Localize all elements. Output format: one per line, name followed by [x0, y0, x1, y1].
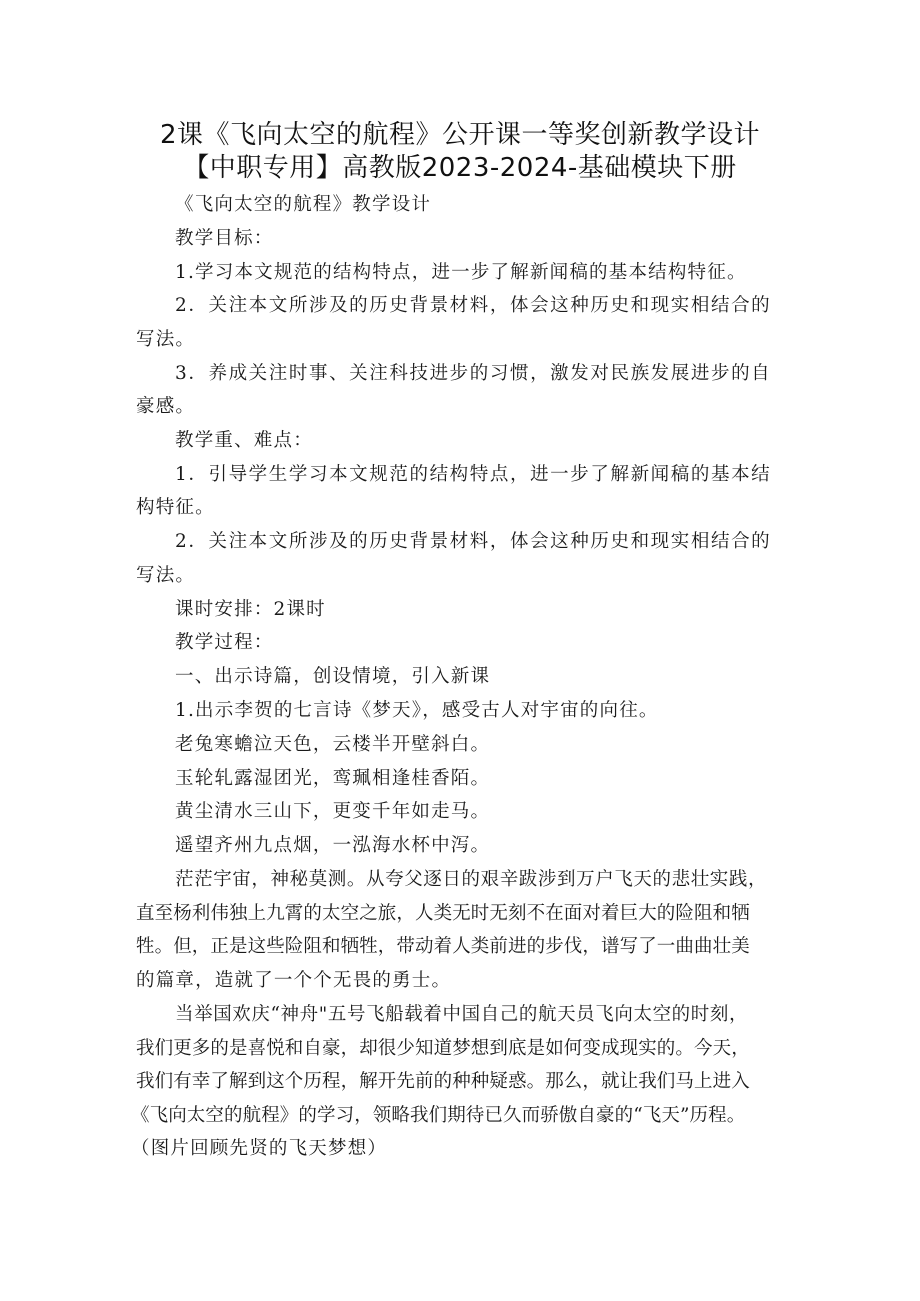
- paragraph-2-line: 《飞向太空的航程》的学习，领略我们期待已久而骄傲自豪的“飞天”历程。: [131, 1105, 746, 1126]
- process-heading: 教学过程：: [175, 632, 274, 653]
- schedule: 课时安排：2课时: [175, 599, 326, 620]
- step-1: 1.出示李贺的七言诗《梦天》，感受古人对宇宙的向往。: [175, 700, 659, 721]
- document-title-line-1: 2课《飞向太空的航程》公开课一等奖创新教学设计: [159, 120, 761, 150]
- poem-line: 玉轮轧露湿团光，鸾珮相逢桂香陌。: [175, 768, 491, 789]
- paragraph-1-line: 直至杨利伟独上九霄的太空之旅，人类无时无刻不在面对着巨大的险阻和牺: [136, 903, 750, 924]
- paragraph-1-line: 牲。但，正是这些险阻和牺牲，带动着人类前进的步伐，谱写了一曲曲壮美: [136, 936, 750, 957]
- key-2-line-2: 写法。: [136, 565, 196, 586]
- poem-line: 遥望齐州九点烟，一泓海水杯中泻。: [175, 835, 491, 856]
- paragraph-2-line: 当举国欢庆“神舟"五号飞船载着中国自己的航天员飞向太空的时刻，: [175, 1004, 749, 1025]
- section-1-heading: 一、出示诗篇，创设情境，引入新课: [175, 666, 491, 687]
- subtitle: 《飞向太空的航程》教学设计: [175, 194, 432, 215]
- document-title-line-2: 【中职专用】高教版2023-2024-基础模块下册: [183, 153, 737, 183]
- goal-2-line-2: 写法。: [136, 329, 196, 350]
- paragraph-1-line: 茫茫宇宙，神秘莫测。从夸父逐日的艰辛跋涉到万户飞天的悲壮实践，: [175, 869, 768, 890]
- paragraph-2-line: 我们更多的是喜悦和自豪，却很少知道梦想到底是如何变成现实的。今天，: [136, 1038, 750, 1059]
- poem-line: 老兔寒蟾泣天色，云楼半开壁斜白。: [175, 734, 491, 755]
- paragraph-2-line: （图片回顾先贤的飞天梦想）: [131, 1138, 388, 1159]
- key-1-line-1: 1．引导学生学习本文规范的结构特点，进一步了解新闻稿的基本结: [175, 464, 772, 485]
- key-points-heading: 教学重、难点：: [175, 430, 313, 451]
- paragraph-2-line: 我们有幸了解到这个历程，解开先前的种种疑惑。那么，就让我们马上进入: [136, 1071, 750, 1092]
- goal-2-line-1: 2．关注本文所涉及的历史背景材料，体会这种历史和现实相结合的: [175, 295, 772, 316]
- paragraph-1-line: 的篇章，造就了一个个无畏的勇士。: [136, 970, 452, 991]
- key-1-line-2: 构特征。: [136, 497, 215, 518]
- goal-1: 1.学习本文规范的结构特点，进一步了解新闻稿的基本结构特征。: [175, 262, 747, 283]
- goals-heading: 教学目标：: [175, 228, 274, 249]
- goal-3-line-2: 豪感。: [136, 396, 196, 417]
- poem-line: 黄尘清水三山下，更变千年如走马。: [175, 801, 491, 822]
- key-2-line-1: 2．关注本文所涉及的历史背景材料，体会这种历史和现实相结合的: [175, 531, 772, 552]
- goal-3-line-1: 3．养成关注时事、关注科技进步的习惯，激发对民族发展进步的自: [175, 363, 772, 384]
